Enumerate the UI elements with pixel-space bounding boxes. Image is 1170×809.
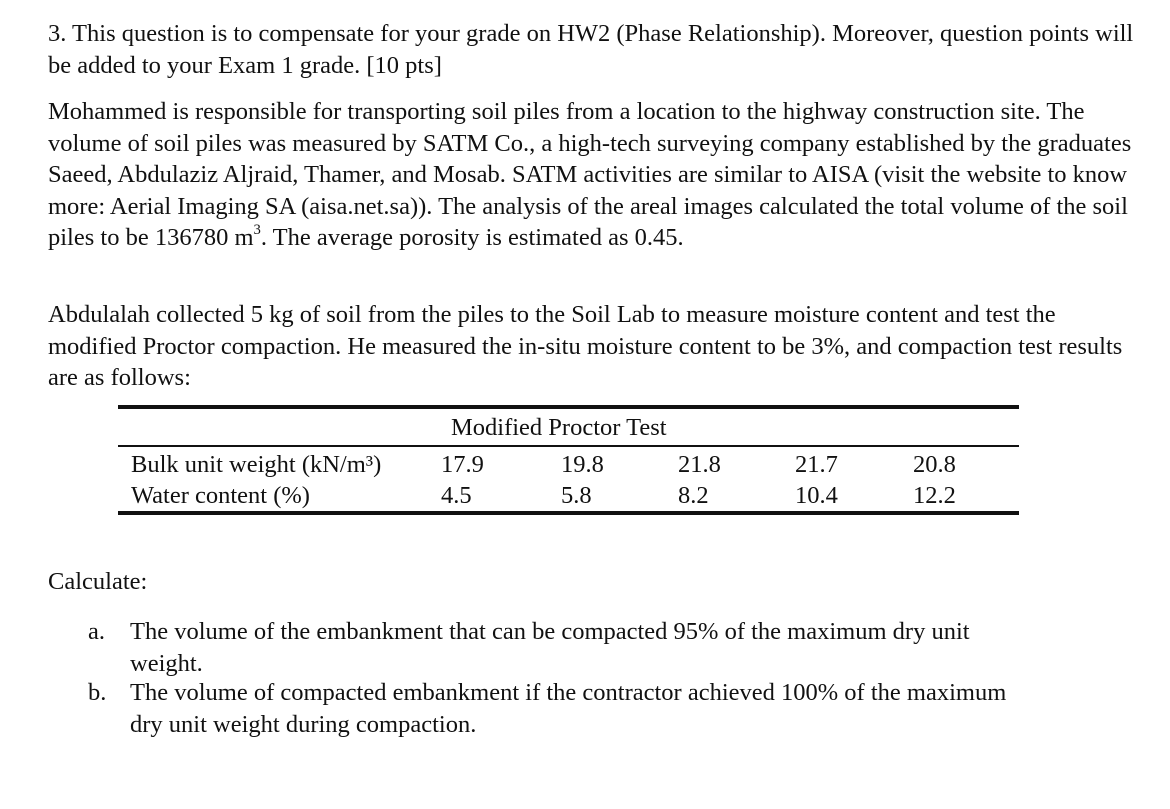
question-text: 3. This question is to compensate for your grade on HW2 (Phase Relationship). Moreover, question points will be added to your Exam 1 grade. [10 pts] <box>48 20 1134 79</box>
list-item-text <box>130 616 1130 679</box>
table-cell: 8.2 <box>678 482 709 509</box>
table-cell: 20.8 <box>913 451 956 478</box>
list-item-line: The volume of the embankment that can be compacted 95% of the maximum dry unit <box>130 618 970 645</box>
paragraph-soil-volume <box>48 96 1138 254</box>
table-cell: 5.8 <box>561 482 592 509</box>
proctor-test-table <box>118 405 1019 517</box>
paragraph-lab-test <box>48 299 1138 394</box>
calculate-heading: Calculate: <box>48 568 148 595</box>
table-top-rule <box>118 405 1019 409</box>
table-title: Modified Proctor Test <box>451 414 667 441</box>
paragraph-soil-volume-text: Mohammed is responsible for transporting soil piles from a location to the highway construction site. The volume of soil piles was measured by SATM Co., a high-tech surveying company established by the graduates Saeed, Abdulaziz Aljraid, Thamer, and Mosab. SATM activities are similar to AISA (visit the website to know more: Aerial Imaging SA (aisa.net.sa)). The analysis of the areal images calculated the total volume of the soil piles to be 136780 m <box>48 98 1132 251</box>
paragraph-soil-volume-tail: . The average porosity is estimated as 0.45. <box>260 224 684 251</box>
table-cell: 10.4 <box>795 482 838 509</box>
list-item-line: weight. <box>130 649 203 677</box>
question-header <box>48 18 1138 81</box>
list-marker: b. <box>88 679 107 706</box>
list-item-line: dry unit weight during compaction. <box>130 710 477 738</box>
table-row-bulk-unit-weight <box>118 449 1019 481</box>
table-header-rule <box>118 445 1019 447</box>
cubic-exponent: 3 <box>253 221 261 238</box>
list-marker: a. <box>88 618 105 645</box>
table-cell: 19.8 <box>561 451 604 478</box>
table-cell: 21.8 <box>678 451 721 478</box>
table-cell: 4.5 <box>441 482 472 509</box>
table-cell: 12.2 <box>913 482 956 509</box>
row-label: Water content (%) <box>131 482 310 509</box>
table-cell: 17.9 <box>441 451 484 478</box>
table-row-water-content <box>118 480 1019 512</box>
list-item-line: The volume of compacted embankment if the contractor achieved 100% of the maximum <box>130 679 1007 706</box>
list-item-text <box>130 677 1130 740</box>
row-label: Bulk unit weight (kN/m³) <box>131 451 382 478</box>
paragraph-lab-test-text: Abdulalah collected 5 kg of soil from the piles to the Soil Lab to measure moisture content and test the modified Proctor compaction. He measured the in-situ moisture content to be 3%, and compaction test results are as follows: <box>48 301 1123 391</box>
table-cell: 21.7 <box>795 451 838 478</box>
table-bottom-rule <box>118 511 1019 515</box>
